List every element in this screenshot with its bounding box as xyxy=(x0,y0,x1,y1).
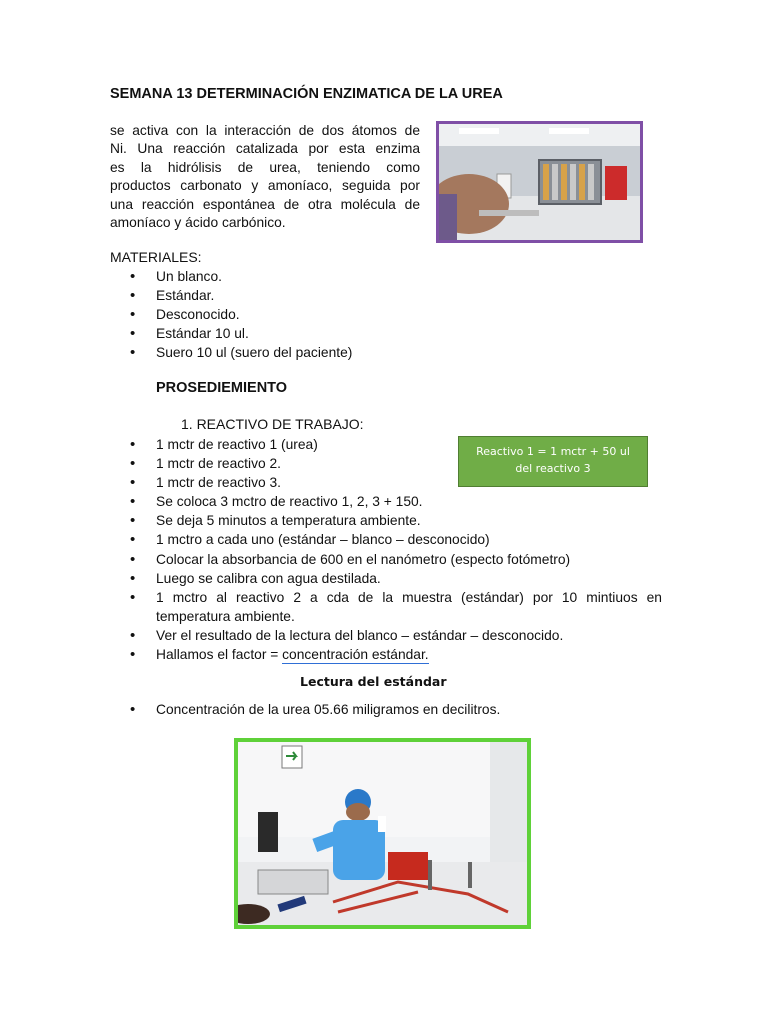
list-item: • Estándar. xyxy=(110,286,352,305)
materials-title: MATERIALES: xyxy=(110,249,202,265)
list-item: • 1 mctr de reactivo 1 (urea) xyxy=(110,435,662,454)
list-item: • Colocar la absorbancia de 600 en el nanómetro (especto fotómetro) xyxy=(110,550,662,569)
intro-line: una reacción espontánea de otra molécula de xyxy=(110,196,420,212)
document-title: SEMANA 13 DETERMINACIÓN ENZIMATICA DE LA UREA xyxy=(110,86,503,102)
list-item xyxy=(110,645,662,664)
list-item: • 1 mctr de reactivo 2. xyxy=(110,454,662,473)
intro-line: se activa con la interacción de dos átomos de xyxy=(110,123,420,138)
note-line: Reactivo 1 = 1 mctr + 50 ul xyxy=(476,445,630,458)
list-item: • Se coloca 3 mctro de reactivo 1, 2, 3 + 150. xyxy=(110,492,662,511)
intro-line: productos carbonato y amoníaco, seguida por xyxy=(110,178,420,194)
materials-list xyxy=(110,267,352,362)
intro-line: amoníaco y ácido carbónico. xyxy=(110,215,286,231)
technician-photo xyxy=(234,738,531,929)
technician-photo-illustration xyxy=(238,742,527,925)
list-item-line: 1 mctro al reactivo 2 a cda de la muestra (estándar) por 10 mintiuos en xyxy=(156,589,662,605)
list-item: • Ver el resultado de la lectura del blanco – estándar – desconocido. xyxy=(110,626,662,645)
intro-line: es la hidrólisis de urea, teniendo como xyxy=(110,159,420,175)
list-item: • Luego se calibra con agua destilada. xyxy=(110,569,662,588)
list-item: • Estándar 10 ul. xyxy=(110,324,352,343)
note-line: del reactivo 3 xyxy=(515,462,591,475)
factor-label: Hallamos el factor = xyxy=(156,647,283,663)
list-item xyxy=(110,588,662,626)
intro-paragraph xyxy=(110,122,420,232)
figure-caption: Lectura del estándar xyxy=(300,674,447,689)
concentration-list xyxy=(110,700,500,719)
list-item: • Suero 10 ul (suero del paciente) xyxy=(110,343,352,362)
procedure-title: PROSEDIEMIENTO xyxy=(156,380,288,396)
list-item: • Concentración de la urea 05.66 miligramos en decilitros. xyxy=(110,700,500,719)
list-item: • Se deja 5 minutos a temperatura ambiente. xyxy=(110,511,662,530)
list-item-line: temperatura ambiente. xyxy=(156,608,295,624)
list-item: • 1 mctro a cada uno (estándar – blanco – desconocido) xyxy=(110,530,662,549)
procedure-subtitle: 1. REACTIVO DE TRABAJO: xyxy=(181,416,364,432)
reagent-note-box xyxy=(458,436,648,487)
lab-photo-illustration xyxy=(439,124,640,240)
factor-underlined: concentración estándar. xyxy=(282,647,429,663)
list-item: • Un blanco. xyxy=(110,267,352,286)
list-item: • 1 mctr de reactivo 3. xyxy=(110,473,662,492)
intro-line: Ni. Una reacción catalizada por esta enzima xyxy=(110,141,420,157)
lab-photo xyxy=(436,121,643,243)
list-item: • Desconocido. xyxy=(110,305,352,324)
